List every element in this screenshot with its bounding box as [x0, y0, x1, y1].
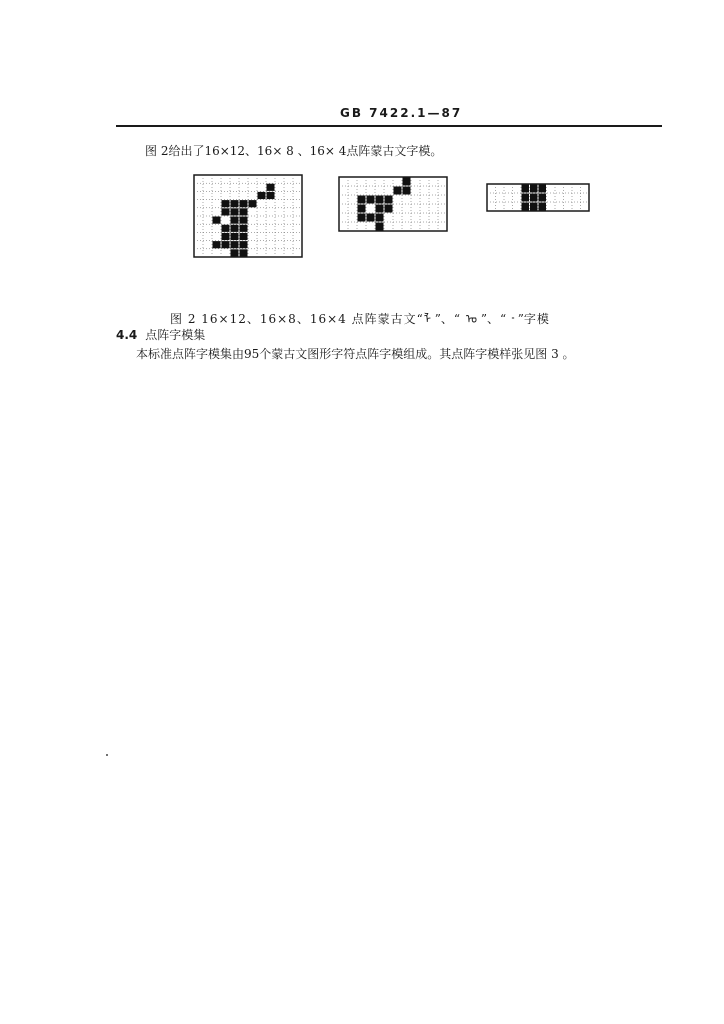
- filled-cell: [222, 225, 230, 232]
- filled-cell: [385, 205, 393, 213]
- filled-cell: [240, 249, 248, 256]
- filled-cell: [530, 185, 538, 193]
- filled-cell: [240, 225, 248, 232]
- filled-cell: [231, 200, 239, 207]
- filled-cell: [258, 192, 266, 199]
- filled-cell: [539, 194, 547, 202]
- filled-cell: [222, 241, 230, 248]
- filled-cell: [358, 214, 366, 222]
- filled-cell: [231, 225, 239, 232]
- filled-cell: [376, 214, 384, 222]
- filled-cell: [213, 241, 221, 248]
- filled-cell: [240, 241, 248, 248]
- filled-cell: [376, 196, 384, 204]
- filled-cell: [394, 187, 402, 195]
- filled-cell: [267, 184, 275, 191]
- filled-cell: [376, 205, 384, 213]
- filled-cell: [231, 217, 239, 224]
- filled-cell: [522, 185, 530, 193]
- section-heading: [116, 326, 205, 343]
- filled-cell: [367, 196, 375, 204]
- filled-cell: [231, 208, 239, 215]
- filled-cell: [222, 200, 230, 207]
- filled-cell: [539, 185, 547, 193]
- filled-cell: [267, 192, 275, 199]
- filled-cell: [358, 205, 366, 213]
- page-header: GB 7422.1—87: [340, 106, 463, 120]
- filled-cell: [367, 214, 375, 222]
- filled-cell: [376, 223, 384, 231]
- filled-cell: [522, 203, 530, 211]
- filled-cell: [249, 200, 257, 207]
- filled-cell: [213, 217, 221, 224]
- filled-cell: [240, 200, 248, 207]
- figure-16x12: [193, 174, 303, 258]
- filled-cell: [539, 203, 547, 211]
- filled-cell: [522, 194, 530, 202]
- filled-cell: [240, 208, 248, 215]
- figure-16x8: [338, 176, 448, 232]
- filled-cell: [385, 196, 393, 204]
- header-rule: [116, 125, 662, 127]
- filled-cell: [403, 178, 411, 186]
- intro-paragraph: 图 2给出了16×12、16× 8 、16× 4点阵蒙古文字模。: [145, 144, 443, 158]
- filled-cell: [231, 241, 239, 248]
- figure-16x4: [486, 183, 590, 212]
- filled-cell: [530, 203, 538, 211]
- filled-cell: [231, 233, 239, 240]
- figure-caption: 图 2 16×12、16×8、16×4 点阵蒙古文“ᠯ ”、“ ᠣ ”、“ ᠊ ”字模: [170, 312, 550, 326]
- filled-cell: [222, 233, 230, 240]
- filled-cell: [530, 194, 538, 202]
- filled-cell: [358, 196, 366, 204]
- filled-cell: [231, 249, 239, 256]
- section-number: 4.4: [116, 328, 138, 342]
- filled-cell: [240, 217, 248, 224]
- filled-cell: [403, 187, 411, 195]
- scan-speck: [106, 754, 108, 756]
- section-title: 点阵字模集: [145, 328, 206, 342]
- grid-border: [487, 184, 589, 211]
- filled-cell: [240, 233, 248, 240]
- filled-cell: [222, 208, 230, 215]
- body-paragraph: 本标准点阵字模集由95个蒙古文图形字符点阵字模组成。其点阵字模样张见图 3 。: [136, 347, 575, 361]
